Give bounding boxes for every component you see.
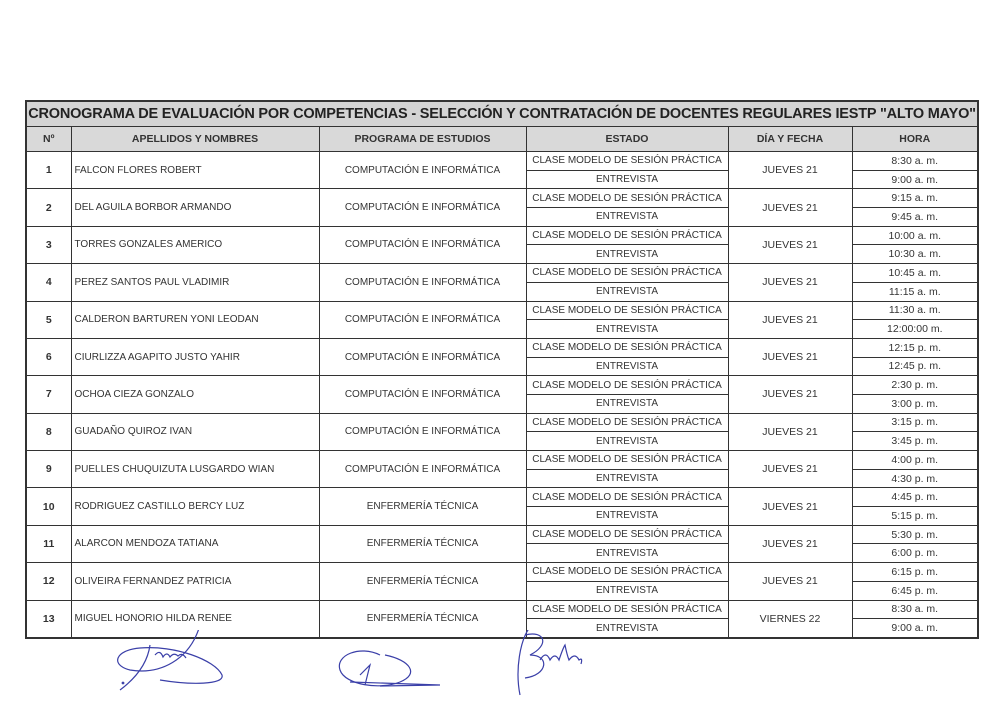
candidate-number: 7 (26, 376, 71, 413)
candidate-name: TORRES GONZALES AMERICO (71, 226, 319, 263)
stage-model-class: CLASE MODELO DE SESIÓN PRÁCTICA (526, 189, 728, 208)
stage-interview: ENTREVISTA (526, 432, 728, 451)
stage-model-class: CLASE MODELO DE SESIÓN PRÁCTICA (526, 451, 728, 470)
stage-interview: ENTREVISTA (526, 282, 728, 301)
column-header-program: PROGRAMA DE ESTUDIOS (319, 127, 526, 152)
study-program: COMPUTACIÓN E INFORMÁTICA (319, 413, 526, 450)
time-interview: 12:45 p. m. (852, 357, 978, 376)
table-row (26, 226, 978, 245)
study-program: ENFERMERÍA TÉCNICA (319, 488, 526, 525)
table-row (26, 264, 978, 283)
table-row (26, 488, 978, 507)
table-row (26, 338, 978, 357)
time-model-class: 6:15 p. m. (852, 563, 978, 582)
day-date: JUEVES 21 (728, 376, 852, 413)
study-program: COMPUTACIÓN E INFORMÁTICA (319, 189, 526, 226)
table-row (26, 525, 978, 544)
column-header-time: HORA (852, 127, 978, 152)
candidate-number: 4 (26, 264, 71, 301)
stage-interview: ENTREVISTA (526, 507, 728, 526)
table-row (26, 451, 978, 470)
stage-interview: ENTREVISTA (526, 320, 728, 339)
day-date: JUEVES 21 (728, 189, 852, 226)
signature-3 (518, 630, 582, 695)
candidate-name: GUADAÑO QUIROZ IVAN (71, 413, 319, 450)
study-program: ENFERMERÍA TÉCNICA (319, 600, 526, 638)
time-model-class: 8:30 a. m. (852, 600, 978, 619)
time-interview: 3:00 p. m. (852, 394, 978, 413)
candidate-number: 8 (26, 413, 71, 450)
day-date: VIERNES 22 (728, 600, 852, 638)
stage-interview: ENTREVISTA (526, 208, 728, 227)
candidate-name: PEREZ SANTOS PAUL VLADIMIR (71, 264, 319, 301)
table-row (26, 376, 978, 395)
column-header-status: ESTADO (526, 127, 728, 152)
table-row (26, 600, 978, 619)
candidate-number: 5 (26, 301, 71, 338)
time-model-class: 3:15 p. m. (852, 413, 978, 432)
table-row (26, 413, 978, 432)
table-row (26, 563, 978, 582)
time-interview: 10:30 a. m. (852, 245, 978, 264)
time-model-class: 12:15 p. m. (852, 338, 978, 357)
time-interview: 3:45 p. m. (852, 432, 978, 451)
study-program: ENFERMERÍA TÉCNICA (319, 525, 526, 562)
candidate-name: MIGUEL HONORIO HILDA RENEE (71, 600, 319, 638)
candidate-number: 1 (26, 152, 71, 189)
time-interview: 5:15 p. m. (852, 507, 978, 526)
stage-interview: ENTREVISTA (526, 245, 728, 264)
day-date: JUEVES 21 (728, 226, 852, 263)
candidate-number: 12 (26, 563, 71, 600)
candidate-name: DEL AGUILA BORBOR ARMANDO (71, 189, 319, 226)
time-model-class: 8:30 a. m. (852, 152, 978, 171)
stage-interview: ENTREVISTA (526, 544, 728, 563)
study-program: COMPUTACIÓN E INFORMÁTICA (319, 338, 526, 375)
study-program: COMPUTACIÓN E INFORMÁTICA (319, 226, 526, 263)
stage-model-class: CLASE MODELO DE SESIÓN PRÁCTICA (526, 600, 728, 619)
stage-model-class: CLASE MODELO DE SESIÓN PRÁCTICA (526, 338, 728, 357)
time-model-class: 5:30 p. m. (852, 525, 978, 544)
signature-2 (339, 651, 440, 686)
time-interview: 9:45 a. m. (852, 208, 978, 227)
candidate-name: RODRIGUEZ CASTILLO BERCY LUZ (71, 488, 319, 525)
candidate-number: 11 (26, 525, 71, 562)
schedule-sheet (25, 100, 977, 639)
candidate-number: 10 (26, 488, 71, 525)
stage-model-class: CLASE MODELO DE SESIÓN PRÁCTICA (526, 488, 728, 507)
time-model-class: 4:00 p. m. (852, 451, 978, 470)
time-model-class: 10:45 a. m. (852, 264, 978, 283)
time-model-class: 9:15 a. m. (852, 189, 978, 208)
column-header-name: APELLIDOS Y NOMBRES (71, 127, 319, 152)
study-program: ENFERMERÍA TÉCNICA (319, 563, 526, 600)
study-program: COMPUTACIÓN E INFORMÁTICA (319, 376, 526, 413)
stage-model-class: CLASE MODELO DE SESIÓN PRÁCTICA (526, 264, 728, 283)
stage-model-class: CLASE MODELO DE SESIÓN PRÁCTICA (526, 525, 728, 544)
day-date: JUEVES 21 (728, 488, 852, 525)
column-header-date: DÍA Y FECHA (728, 127, 852, 152)
study-program: COMPUTACIÓN E INFORMÁTICA (319, 301, 526, 338)
stage-interview: ENTREVISTA (526, 469, 728, 488)
stage-model-class: CLASE MODELO DE SESIÓN PRÁCTICA (526, 563, 728, 582)
candidate-number: 13 (26, 600, 71, 638)
stage-model-class: CLASE MODELO DE SESIÓN PRÁCTICA (526, 226, 728, 245)
stage-model-class: CLASE MODELO DE SESIÓN PRÁCTICA (526, 376, 728, 395)
day-date: JUEVES 21 (728, 413, 852, 450)
candidate-number: 3 (26, 226, 71, 263)
document-title: CRONOGRAMA DE EVALUACIÓN POR COMPETENCIAS - SELECCIÓN Y CONTRATACIÓN DE DOCENTES REGULARES IESTP "ALTO MAYO" (26, 101, 978, 127)
stage-model-class: CLASE MODELO DE SESIÓN PRÁCTICA (526, 152, 728, 171)
candidate-name: CIURLIZZA AGAPITO JUSTO YAHIR (71, 338, 319, 375)
stage-interview: ENTREVISTA (526, 619, 728, 638)
day-date: JUEVES 21 (728, 525, 852, 562)
time-model-class: 4:45 p. m. (852, 488, 978, 507)
day-date: JUEVES 21 (728, 563, 852, 600)
stage-interview: ENTREVISTA (526, 581, 728, 600)
table-row (26, 189, 978, 208)
time-interview: 4:30 p. m. (852, 469, 978, 488)
study-program: COMPUTACIÓN E INFORMÁTICA (319, 264, 526, 301)
table-row (26, 301, 978, 320)
time-interview: 6:00 p. m. (852, 544, 978, 563)
candidate-name: ALARCON MENDOZA TATIANA (71, 525, 319, 562)
candidate-name: FALCON FLORES ROBERT (71, 152, 319, 189)
candidate-name: CALDERON BARTUREN YONI LEODAN (71, 301, 319, 338)
stage-interview: ENTREVISTA (526, 357, 728, 376)
time-model-class: 11:30 a. m. (852, 301, 978, 320)
stage-interview: ENTREVISTA (526, 394, 728, 413)
candidate-number: 6 (26, 338, 71, 375)
schedule-body (26, 152, 978, 638)
candidate-number: 2 (26, 189, 71, 226)
time-interview: 9:00 a. m. (852, 170, 978, 189)
candidate-name: OLIVEIRA FERNANDEZ PATRICIA (71, 563, 319, 600)
time-interview: 11:15 a. m. (852, 282, 978, 301)
candidate-name: PUELLES CHUQUIZUTA LUSGARDO WIAN (71, 451, 319, 488)
signatures-area (0, 630, 1000, 707)
stage-model-class: CLASE MODELO DE SESIÓN PRÁCTICA (526, 301, 728, 320)
day-date: JUEVES 21 (728, 338, 852, 375)
time-model-class: 10:00 a. m. (852, 226, 978, 245)
day-date: JUEVES 21 (728, 301, 852, 338)
table-row (26, 152, 978, 171)
candidate-name: OCHOA CIEZA GONZALO (71, 376, 319, 413)
signature-1 (118, 630, 223, 690)
schedule-table (25, 100, 979, 639)
time-model-class: 2:30 p. m. (852, 376, 978, 395)
time-interview: 6:45 p. m. (852, 581, 978, 600)
candidate-number: 9 (26, 451, 71, 488)
day-date: JUEVES 21 (728, 264, 852, 301)
time-interview: 12:00:00 m. (852, 320, 978, 339)
day-date: JUEVES 21 (728, 451, 852, 488)
day-date: JUEVES 21 (728, 152, 852, 189)
stage-model-class: CLASE MODELO DE SESIÓN PRÁCTICA (526, 413, 728, 432)
study-program: COMPUTACIÓN E INFORMÁTICA (319, 152, 526, 189)
column-header-number: Nº (26, 127, 71, 152)
study-program: COMPUTACIÓN E INFORMÁTICA (319, 451, 526, 488)
time-interview: 9:00 a. m. (852, 619, 978, 638)
stage-interview: ENTREVISTA (526, 170, 728, 189)
